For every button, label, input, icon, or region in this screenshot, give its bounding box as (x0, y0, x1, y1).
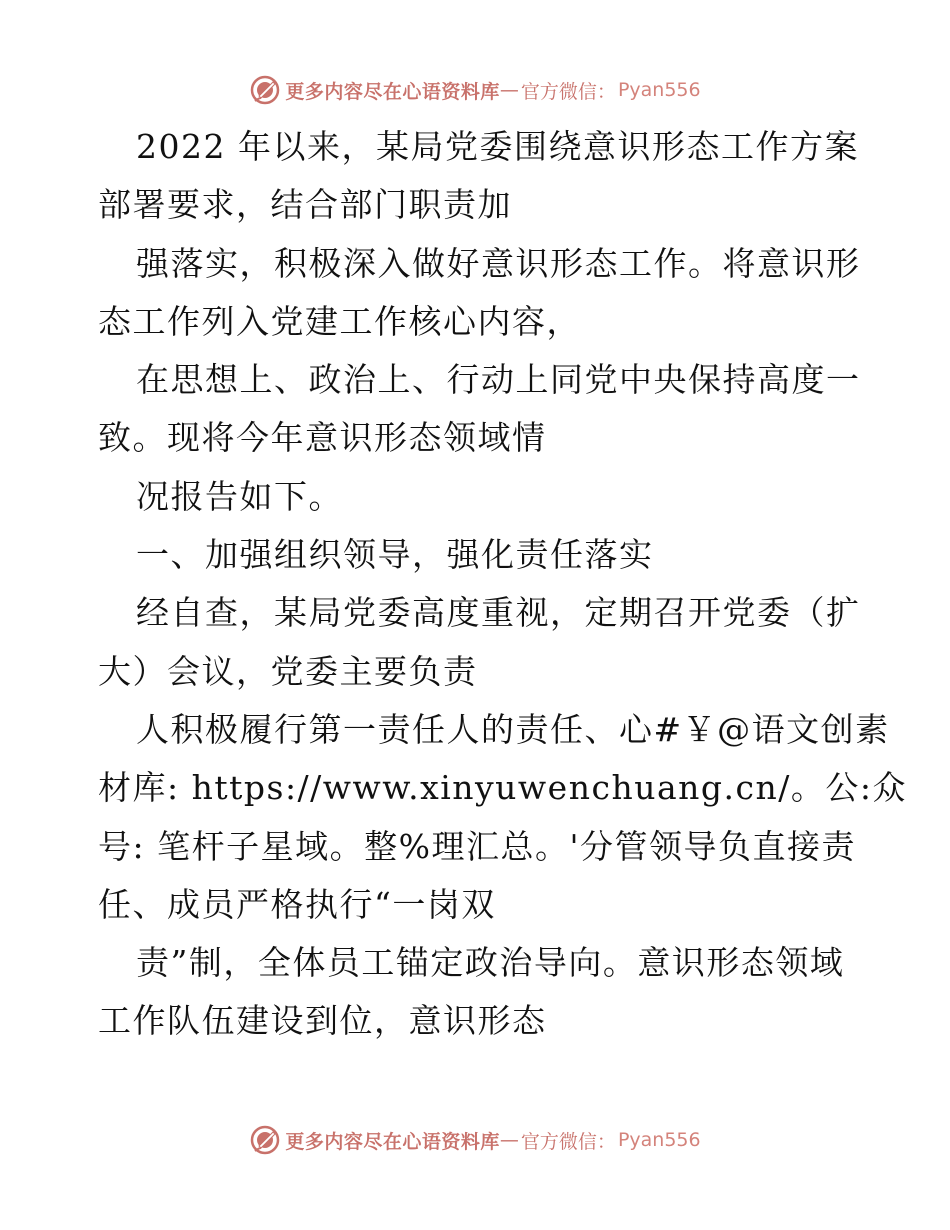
text-line: 部署要求，结合部门职责加 (98, 185, 512, 225)
document-body (98, 118, 907, 1051)
text-line: 人积极履行第一责任人的责任、心#￥@语文创素 (136, 709, 890, 749)
banner-wechat-id: Pyan556 (617, 79, 701, 101)
pen-logo-icon (249, 74, 281, 106)
text-line: 在思想上、政治上、行动上同党中央保持高度一 (136, 360, 861, 400)
text-line: 一、加强组织领导，强化责任落实 (136, 535, 654, 575)
pen-logo-icon (249, 1124, 281, 1156)
header-banner (0, 70, 950, 110)
banner-title: 更多内容尽在心语资料库 (285, 1130, 500, 1153)
banner-wechat-id: Pyan556 (617, 1129, 701, 1151)
banner-separator: — (499, 1129, 519, 1151)
text-line: 大）会议，党委主要负责 (98, 651, 478, 691)
text-line: 经自查，某局党委高度重视，定期召开党委（扩 (136, 593, 861, 633)
banner-wechat-label: 官方微信： (520, 1130, 616, 1153)
banner-wechat-label: 官方微信： (520, 80, 616, 103)
text-line: 任、成员严格执行“一岗双 (98, 884, 496, 924)
text-line: 态工作列入党建工作核心内容， (98, 301, 581, 341)
text-line: 致。现将今年意识形态领域情 (98, 418, 547, 458)
text-line: 工作队伍建设到位，意识形态 (98, 1001, 547, 1041)
footer-banner (0, 1120, 950, 1160)
text-line: 强落实，积极深入做好意识形态工作。将意识形 (136, 243, 861, 283)
text-line: 2022 年以来，某局党委围绕意识形态工作方案 (136, 127, 859, 166)
banner-separator: — (499, 79, 519, 101)
banner-title: 更多内容尽在心语资料库 (285, 80, 500, 103)
text-line: 号: 笔杆子星域。整%理汇总。'分管领导负直接责 (98, 826, 857, 866)
text-line: 责”制，全体员工锚定政治导向。意识形态领域 (136, 943, 845, 983)
text-line: 材库: https://www.xinyuwenchuang.cn/。公:众 (98, 768, 907, 808)
text-line: 况报告如下。 (136, 476, 343, 516)
